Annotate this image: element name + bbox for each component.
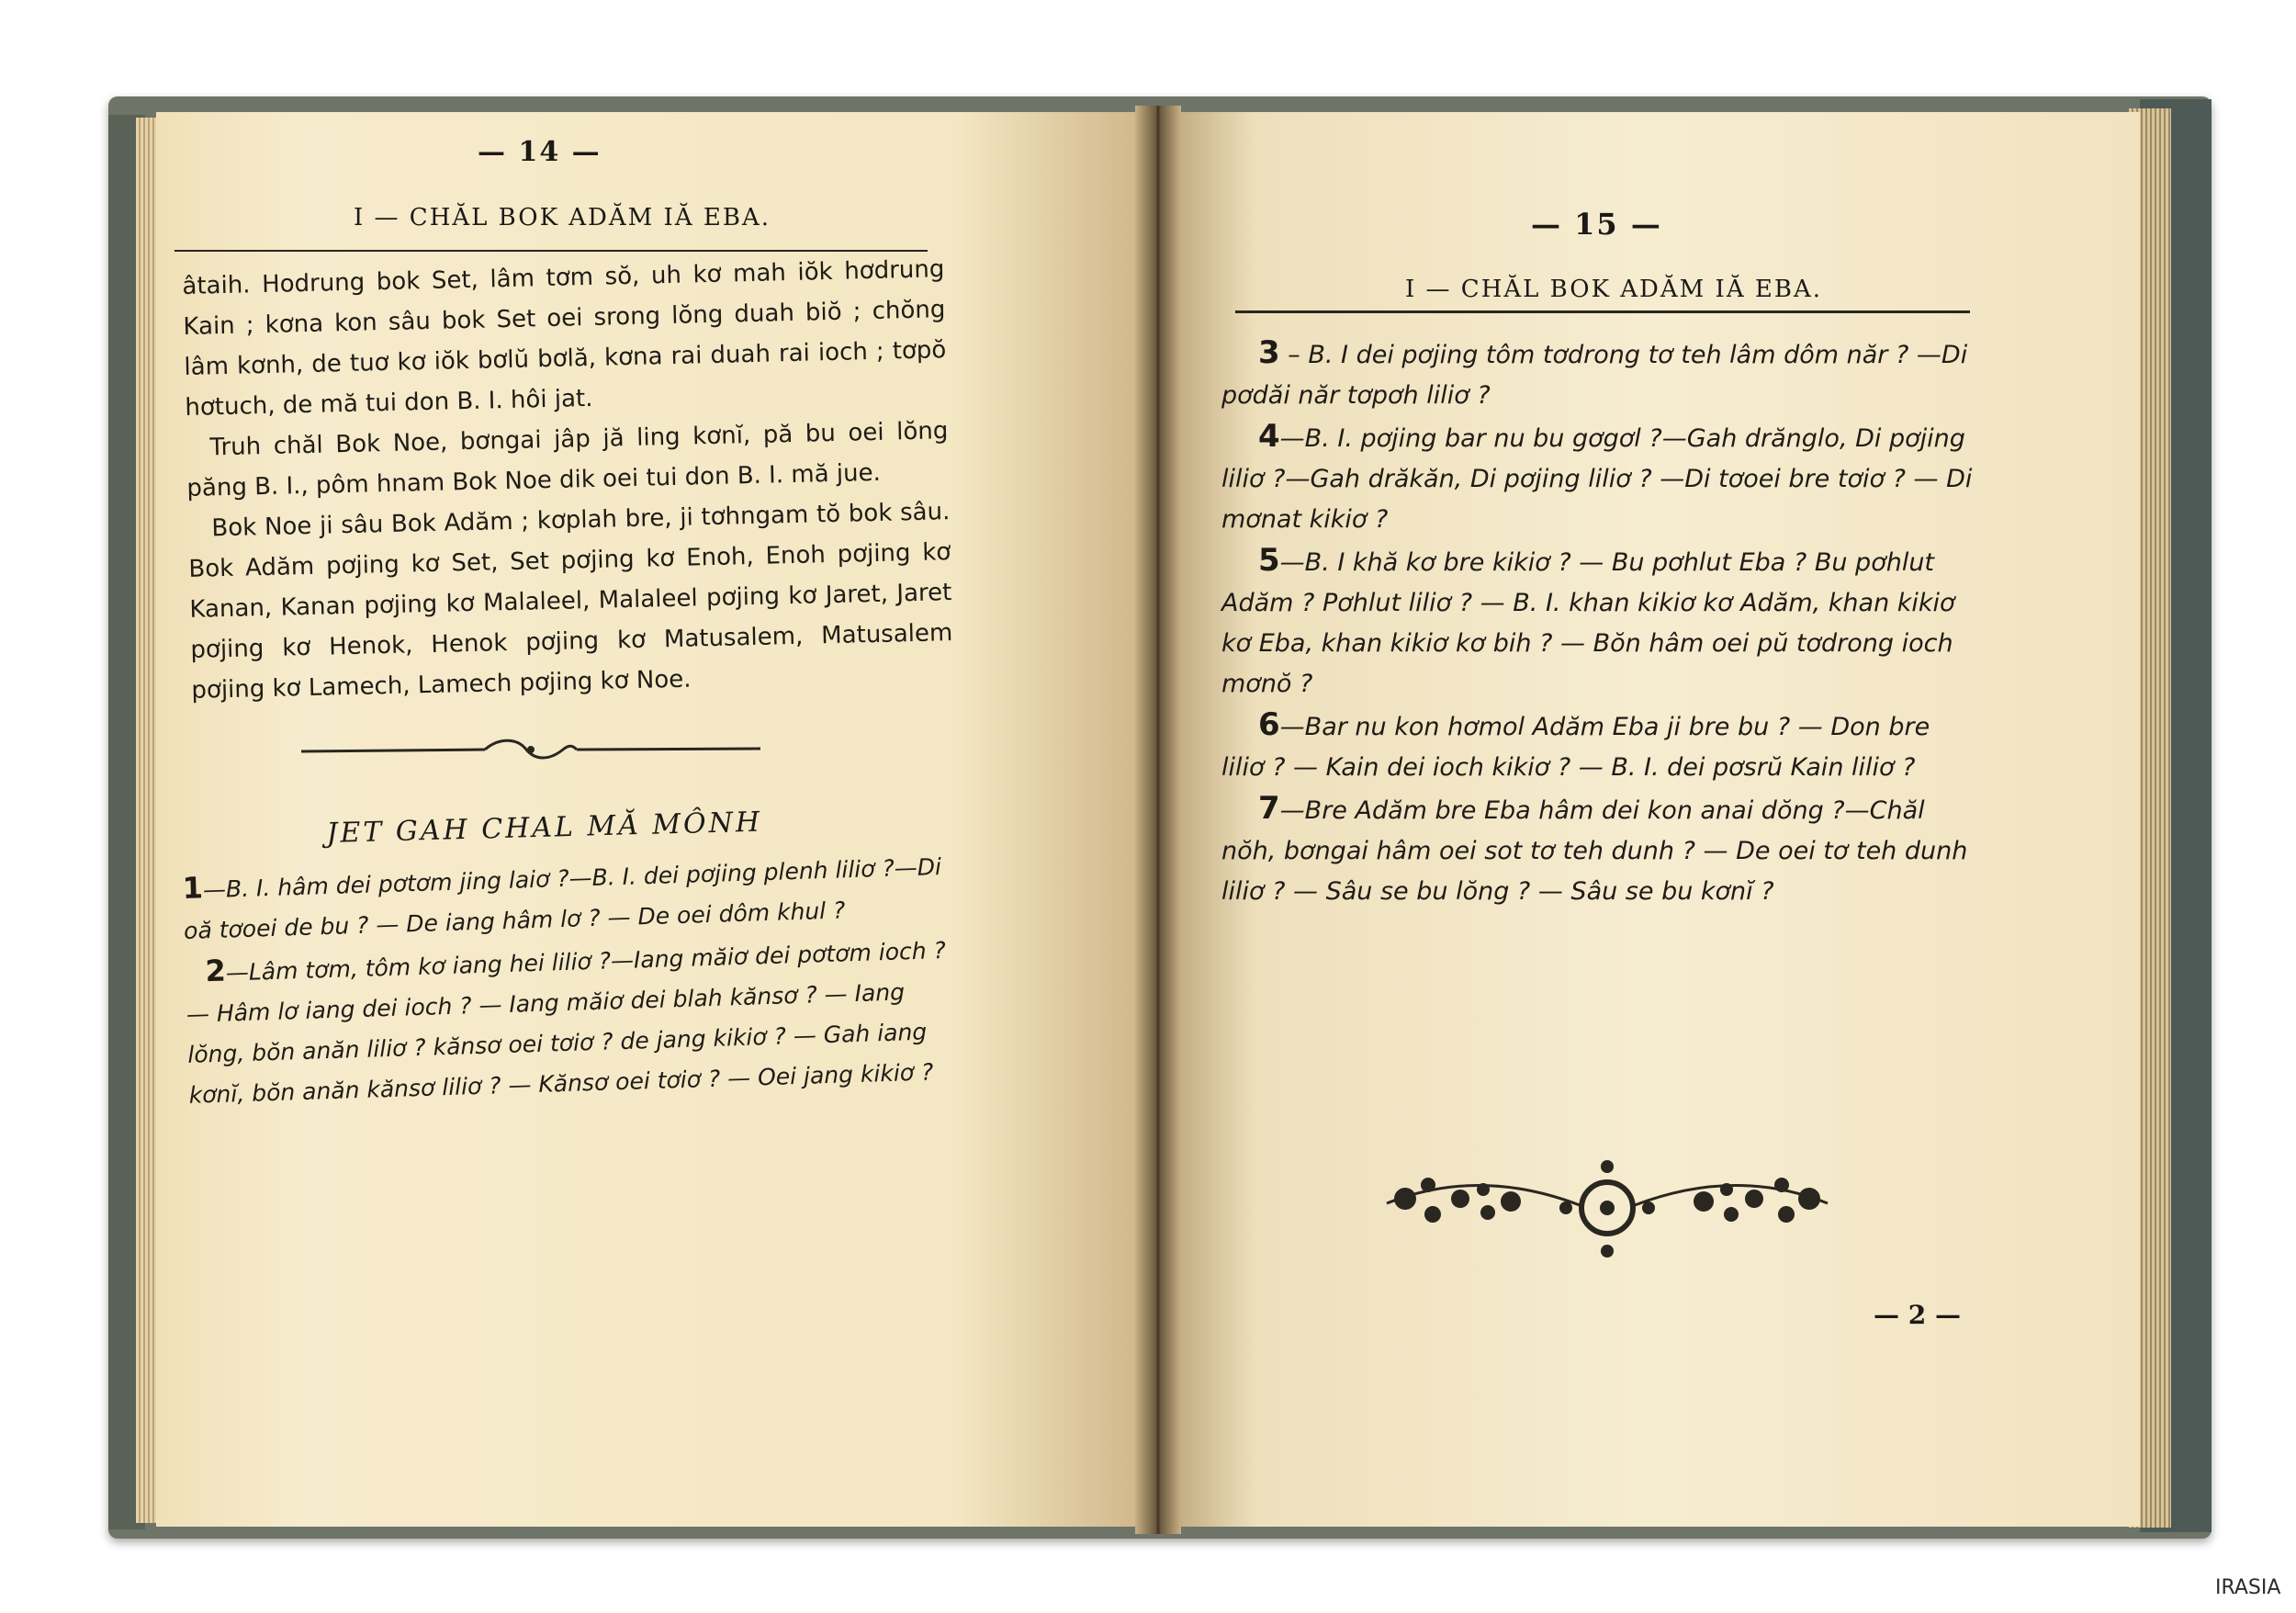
question-number: 1 — [182, 870, 204, 906]
right-page-number: — 15 — — [1531, 207, 1662, 242]
question-number: 5 — [1258, 542, 1280, 579]
floral-ornament — [1368, 1148, 1846, 1268]
question-text: —B. I. hâm dei pơtơm jing laiơ ?—B. I. dei pơjing plenh liliơ ?—Di oă tơoei de bu ? — De iang hâm lơ ? — De oei dôm khul ? — [183, 853, 942, 944]
question-number: 3 — [1258, 334, 1280, 371]
question-text: —Bre Adăm bre Eba hâm dei kon anai dŏng ?—Chăl nŏh, bơngai hâm oei sot tơ teh dunh ? — De oei tơ teh dunh liliơ ? — Sâu se bu lŏng ? — Sâu se bu kơnĭ ? — [1221, 796, 1968, 906]
question-text: —Bar nu kon hơmol Adăm Eba ji bre bu ? — Don bre liliơ ? — Kain dei ioch kikiơ ? — B. I. dei pơsrŭ Kain liliơ ? — [1221, 713, 1930, 782]
left-question-list — [182, 844, 951, 1116]
question-item — [185, 928, 951, 1116]
question-item — [1221, 540, 1975, 705]
question-text: – B. I dei pơjing tôm tơdrong tơ teh lâm dôm năr ? —Di pơdăi năr tơpơh liliơ ? — [1221, 341, 1968, 410]
right-running-head: I — CHĂL BOK ADĂM IĂ EBA. — [1405, 276, 1822, 303]
question-text: —B. I khă kơ bre kikiơ ? — Bu pơhlut Eba ? Bu pơhlut Adăm ? Pơhlut liliơ ? — B. I. khan kikiơ kơ Adăm, khan kikiơ kơ Eba, khan kikiơ kơ bih ? — Bŏn hâm oei pŭ tơdrong ioch mơnŏ ? — [1221, 548, 1955, 698]
question-text: —B. I. pơjing bar nu bu gơgơl ?—Gah drănglo, Di pơjing liliơ ?—Gah drăkăn, Di pơjing liliơ ? —Di tơoei bre tơiơ ? — Di mơnat kikiơ ? — [1221, 424, 1973, 534]
left-running-head: I — CHĂL BOK ADĂM IĂ EBA. — [354, 204, 771, 231]
left-paragraph: Bok Noe ji sâu Bok Adăm ; kơplah bre, ji tơhngam tŏ bok sâu. Bok Adăm pơjing kơ Set, Set pơjing kơ Enoh, Enoh pơjing kơ Kanan, Kanan pơjing kơ Malaleel, Malaleel pơjing kơ Jaret, Jaret pơjing kơ Henok, Henok pơjing kơ Matusalem, Matusalem pơjing kơ Lamech, Lamech pơjing kơ Noe. — [188, 498, 953, 705]
right-header-rule — [1235, 310, 1970, 313]
left-body-text — [182, 249, 954, 711]
question-number: 2 — [204, 953, 227, 989]
question-item — [1221, 705, 1975, 788]
left-page-number: — 14 — — [478, 136, 602, 168]
section-divider-ornament — [301, 733, 760, 770]
watermark: IRASIA — [2215, 1576, 2281, 1599]
question-item — [1221, 333, 1975, 416]
question-number: 4 — [1258, 418, 1280, 455]
question-number: 7 — [1258, 790, 1280, 827]
section-title: JET GAH CHAL MĂ MÔNH — [326, 806, 763, 850]
book-gutter — [1135, 106, 1181, 1534]
left-paragraph: âtaih. Hodrung bok Set, lâm tơm sŏ, uh kơ mah iŏk hơdrung Kain ; kơna kon sâu bok Set oei srong lŏng duah biŏ ; chŏng lâm kơnh, de tuơ kơ iŏk bơlŭ bơlă, kơna rai duah rai ioch ; tơpŏ hơtuch, de mă tui don B. I. hôi jat. — [182, 255, 947, 422]
question-item — [1221, 788, 1975, 912]
question-number: 6 — [1258, 706, 1280, 743]
left-paragraph: Truh chăl Bok Noe, bơngai jâp jă ling kơnĭ, pă bu oei lŏng păng B. I., pôm hnam Bok Noe dik oei tui don B. I. mă jue. — [186, 417, 949, 502]
question-item — [1221, 416, 1975, 540]
signature-mark: — 2 — — [1874, 1300, 1961, 1330]
question-text: —Lâm tơm, tôm kơ iang hei liliơ ?—Iang măiơ dei pơtơm ioch ? — Hâm lơ iang dei ioch ? — Iang măiơ dei blah kănsơ ? — Iang lŏng, bŏn anăn liliơ ? kănsơ oei tơiơ ? de jang kikiơ ? — Gah iang kơnĭ, bŏn anăn kănsơ liliơ ? — Kănsơ oei tơiơ ? — Oei jang kikiơ ? — [186, 936, 947, 1109]
right-question-list — [1221, 333, 1975, 912]
